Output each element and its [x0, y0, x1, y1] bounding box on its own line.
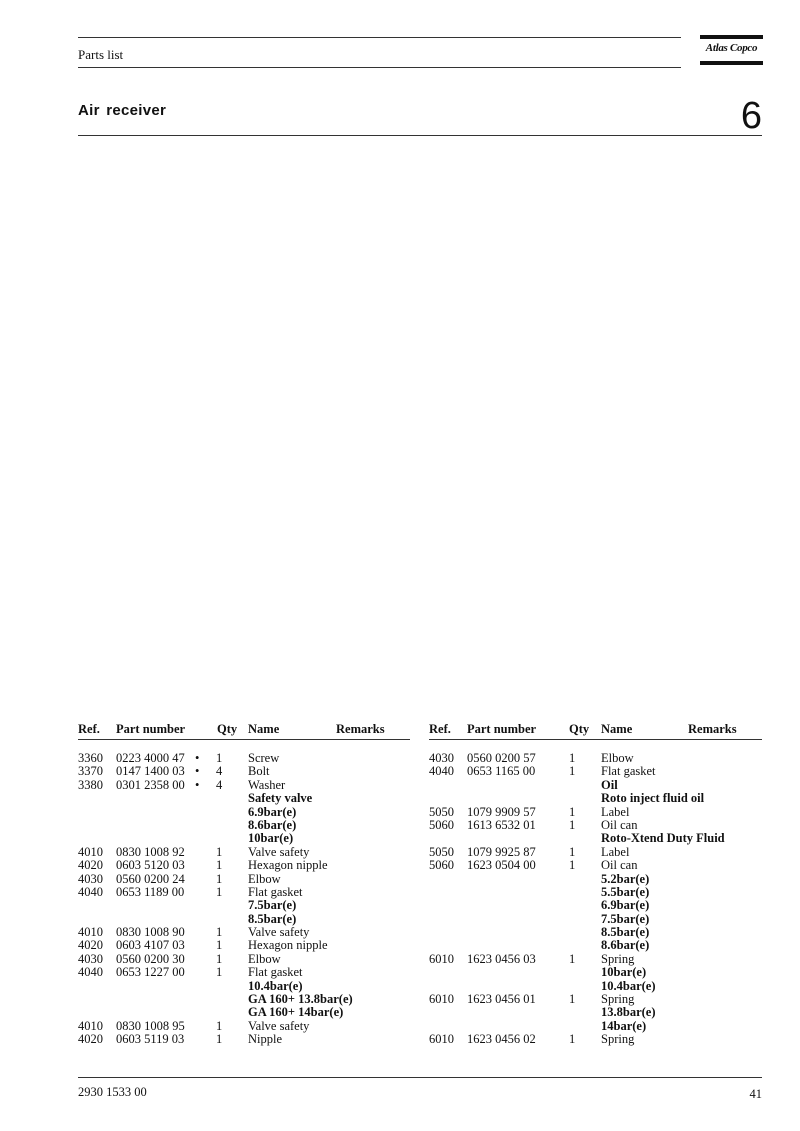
name-cell: Hexagon nipple: [248, 858, 328, 873]
group-heading: Oil: [601, 777, 618, 792]
ref-cell: 4040: [78, 965, 103, 980]
name-cell: Label: [601, 844, 630, 859]
group-heading: 10bar(e): [601, 965, 647, 980]
part-number-cell: 0603 5119 03: [116, 1032, 185, 1047]
part-number-cell: 0560 0200 24: [116, 871, 185, 886]
table-row: [78, 966, 410, 979]
table-row: [78, 765, 410, 778]
qty-cell: 1: [569, 817, 576, 832]
name-cell: Screw: [248, 751, 280, 765]
part-number-cell: 0147 1400 03: [116, 764, 185, 779]
group-heading: 7.5bar(e): [601, 911, 650, 926]
ref-cell: 4010: [78, 925, 103, 940]
ref-cell: 3360: [78, 751, 103, 765]
name-cell: Elbow: [601, 751, 634, 765]
qty-cell: 1: [569, 992, 576, 1007]
qty-cell: 1: [216, 871, 223, 886]
atlas-copco-logo: [700, 35, 763, 67]
ref-cell: 3380: [78, 777, 103, 792]
part-number-cell: 1623 0456 01: [467, 992, 536, 1007]
table-row: [429, 1020, 762, 1033]
ref-cell: 3370: [78, 764, 103, 779]
part-number-cell: 0560 0200 30: [116, 951, 185, 966]
table-row: [429, 1006, 762, 1019]
ref-cell: 4010: [78, 844, 103, 859]
part-number-cell: 0301 2358 00: [116, 777, 185, 792]
part-number-cell: 0223 4000 47: [116, 751, 185, 765]
header-part-number: Part number: [116, 722, 186, 736]
header-part-number: Part number: [467, 722, 537, 736]
part-number-cell: 0603 4107 03: [116, 938, 185, 953]
name-cell: Nipple: [248, 1032, 283, 1047]
logo-bottom-bar: [700, 61, 763, 65]
group-heading: 5.2bar(e): [601, 871, 650, 886]
table-row: [429, 939, 762, 952]
table-row: [78, 792, 410, 805]
table-row: [429, 899, 762, 912]
qty-cell: 1: [216, 1032, 223, 1047]
section-number: 6: [740, 95, 762, 137]
ref-cell: 4010: [78, 1018, 103, 1033]
name-cell: Spring: [601, 992, 635, 1007]
ref-cell: 4040: [429, 764, 454, 779]
table-row: [78, 819, 410, 832]
header-ref: Ref.: [78, 722, 100, 736]
table-row: [78, 993, 410, 1006]
table-row: [429, 779, 762, 792]
qty-cell: 1: [569, 844, 576, 859]
table-row: [429, 873, 762, 886]
name-cell: Spring: [601, 1032, 635, 1047]
ref-cell: 4030: [78, 871, 103, 886]
bullet-mark: •: [195, 777, 200, 792]
qty-cell: 1: [216, 1018, 223, 1033]
name-cell: Elbow: [248, 871, 281, 886]
group-heading: 14bar(e): [601, 1018, 647, 1033]
logo-text: Atlas Copco: [705, 42, 758, 54]
qty-cell: 4: [216, 764, 223, 779]
qty-cell: 1: [216, 938, 223, 953]
group-heading: 8.6bar(e): [601, 938, 650, 953]
group-heading: GA 160+ 14bar(e): [248, 1005, 344, 1020]
part-number-cell: 0830 1008 95: [116, 1018, 185, 1033]
group-heading: 5.5bar(e): [601, 884, 650, 899]
qty-cell: 1: [216, 751, 223, 765]
group-heading: 10bar(e): [248, 831, 294, 846]
qty-cell: 1: [216, 925, 223, 940]
bullet-mark: •: [195, 751, 200, 765]
bullet-mark: •: [195, 764, 200, 779]
ref-cell: 4020: [78, 1032, 103, 1047]
name-cell: Flat gasket: [248, 965, 303, 980]
qty-cell: 1: [216, 844, 223, 859]
part-number-cell: 0653 1189 00: [116, 884, 185, 899]
table-row: [429, 913, 762, 926]
table-row: [78, 846, 410, 859]
part-number-cell: 1079 9925 87: [467, 844, 536, 859]
footer-rule: [78, 1077, 762, 1078]
ref-cell: 5060: [429, 817, 454, 832]
ref-cell: 4020: [78, 858, 103, 873]
part-number-cell: 1623 0456 02: [467, 1032, 536, 1047]
table-row: [78, 832, 410, 845]
header-ref: Ref.: [429, 722, 451, 736]
group-heading: 10.4bar(e): [601, 978, 656, 993]
header-qty: Qty: [569, 722, 590, 736]
ref-cell: 6010: [429, 951, 454, 966]
table-row: [429, 980, 762, 993]
name-cell: Spring: [601, 951, 635, 966]
part-number-cell: 1623 0456 03: [467, 951, 536, 966]
header-name: Name: [248, 722, 280, 736]
parts-table-right: [429, 722, 762, 1047]
table-row: [78, 779, 410, 792]
page-number: 41: [749, 1087, 762, 1101]
group-heading: 6.9bar(e): [248, 804, 297, 819]
table-header: [78, 722, 410, 740]
header-remarks: Remarks: [688, 722, 737, 736]
qty-cell: 1: [569, 858, 576, 873]
ref-cell: 4020: [78, 938, 103, 953]
table-row: [429, 792, 762, 805]
ref-cell: 4030: [78, 951, 103, 966]
name-cell: Oil can: [601, 858, 638, 873]
group-heading: 10.4bar(e): [248, 978, 303, 993]
table-row: [429, 993, 762, 1006]
logo-top-bar: [700, 35, 763, 39]
table-row: [429, 953, 762, 966]
qty-cell: 1: [216, 884, 223, 899]
group-heading: 8.6bar(e): [248, 817, 297, 832]
name-cell: Valve safety: [248, 1018, 310, 1033]
table-row: [78, 886, 410, 899]
group-heading: Safety valve: [248, 791, 313, 806]
name-cell: Valve safety: [248, 925, 310, 940]
table-row: [429, 886, 762, 899]
table-row: [429, 806, 762, 819]
qty-cell: 1: [569, 804, 576, 819]
table-header: [429, 722, 762, 740]
group-heading: 8.5bar(e): [601, 925, 650, 940]
group-heading: 7.5bar(e): [248, 898, 297, 913]
table-row: [429, 765, 762, 778]
ref-cell: 5060: [429, 858, 454, 873]
qty-cell: 1: [216, 965, 223, 980]
group-heading: Roto inject fluid oil: [601, 791, 705, 806]
table-row: [429, 819, 762, 832]
part-number-cell: 0603 5120 03: [116, 858, 185, 873]
header-name: Name: [601, 722, 633, 736]
qty-cell: 1: [569, 751, 576, 765]
table-row: [78, 752, 410, 765]
header-label: Parts list: [78, 47, 124, 62]
part-number-cell: 1613 6532 01: [467, 817, 536, 832]
table-row: [78, 1020, 410, 1033]
part-number-cell: 0653 1227 00: [116, 965, 185, 980]
header-qty: Qty: [217, 722, 238, 736]
document-number: 2930 1533 00: [78, 1085, 147, 1099]
part-number-cell: 0830 1008 90: [116, 925, 185, 940]
name-cell: Bolt: [248, 764, 270, 779]
table-row: [78, 1033, 410, 1046]
ref-cell: 6010: [429, 992, 454, 1007]
table-row: [78, 953, 410, 966]
header-bottom-rule: [78, 67, 681, 68]
table-row: [78, 873, 410, 886]
table-row: [429, 752, 762, 765]
qty-cell: 1: [216, 858, 223, 873]
ref-cell: 5050: [429, 844, 454, 859]
parts-table-left: [78, 722, 410, 1047]
table-row: [429, 926, 762, 939]
group-heading: GA 160+ 13.8bar(e): [248, 992, 353, 1007]
group-heading: 13.8bar(e): [601, 1005, 656, 1020]
table-row: [78, 913, 410, 926]
qty-cell: 1: [216, 951, 223, 966]
table-row: [429, 832, 762, 845]
name-cell: Washer: [248, 777, 286, 792]
qty-cell: 1: [569, 1032, 576, 1047]
part-number-cell: 0830 1008 92: [116, 844, 185, 859]
table-row: [429, 859, 762, 872]
table-row: [429, 1033, 762, 1046]
ref-cell: 5050: [429, 804, 454, 819]
part-number-cell: 1079 9909 57: [467, 804, 536, 819]
name-cell: Oil can: [601, 817, 638, 832]
qty-cell: 1: [569, 764, 576, 779]
ref-cell: 4030: [429, 751, 454, 765]
group-heading: 8.5bar(e): [248, 911, 297, 926]
table-row: [78, 926, 410, 939]
name-cell: Valve safety: [248, 844, 310, 859]
name-cell: Flat gasket: [248, 884, 303, 899]
part-number-cell: 1623 0504 00: [467, 858, 536, 873]
ref-cell: 6010: [429, 1032, 454, 1047]
table-row: [78, 939, 410, 952]
group-heading: 6.9bar(e): [601, 898, 650, 913]
name-cell: Flat gasket: [601, 764, 656, 779]
table-row: [78, 859, 410, 872]
section-rule: [78, 135, 762, 136]
table-row: [78, 806, 410, 819]
table-row: [78, 980, 410, 993]
qty-cell: 4: [216, 777, 223, 792]
header-top-rule: [78, 37, 681, 38]
table-row: [78, 1006, 410, 1019]
part-number-cell: 0560 0200 57: [467, 751, 536, 765]
table-row: [78, 899, 410, 912]
table-row: [429, 846, 762, 859]
qty-cell: 1: [569, 951, 576, 966]
section-title: Air receiver: [78, 102, 167, 119]
name-cell: Elbow: [248, 951, 281, 966]
part-number-cell: 0653 1165 00: [467, 764, 536, 779]
name-cell: Label: [601, 804, 630, 819]
group-heading: Roto-Xtend Duty Fluid: [601, 831, 725, 846]
ref-cell: 4040: [78, 884, 103, 899]
header-remarks: Remarks: [336, 722, 385, 736]
table-row: [429, 966, 762, 979]
name-cell: Hexagon nipple: [248, 938, 328, 953]
